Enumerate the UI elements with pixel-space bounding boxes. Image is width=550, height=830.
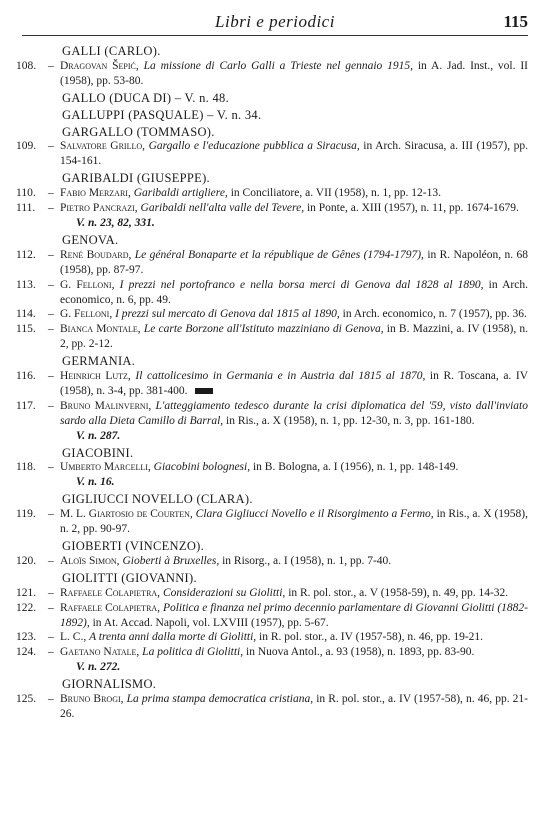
entry-title: Considerazioni su Giolitti, [162, 586, 286, 599]
bibliography-entry [0, 630, 550, 645]
subject-heading: GIOBERTI (VINCENZO). [62, 539, 205, 553]
entry-citation: in Arch. economico, n. 6, pp. 49. [60, 278, 528, 306]
entry-number: 110. [16, 187, 36, 200]
entry-citation: in R. pol. stor., a. V (1958-59), n. 49, pp. 14-32. [288, 586, 509, 599]
entry-dash: – [48, 646, 54, 659]
entry-author: M. L. Giartosio de Courten, [60, 508, 193, 521]
entry-author: Dragovan Šepić, [60, 59, 139, 72]
entry-title: La politica di Giolitti, [142, 646, 244, 659]
bibliography-entry [0, 692, 550, 722]
entry-dash: – [48, 140, 54, 153]
entry-author: Heinrich Lutz, [60, 370, 131, 383]
entry-title: La missione di Carlo Galli a Trieste nel gennaio 1915, [143, 59, 414, 72]
entry-number: 109. [16, 140, 37, 153]
entry-author: Pietro Pancrazi, [60, 202, 138, 215]
entry-number: 112. [16, 248, 36, 261]
subject-heading: GALLUPPI (PASQUALE) – V. n. 34. [62, 107, 262, 122]
entry-title: I prezzi nel portofranco e nella borsa merci di Genova dal 1828 al 1890, [119, 278, 484, 291]
bibliography-entry [0, 586, 550, 601]
entry-number: 121. [16, 586, 37, 599]
entry-number: 113. [16, 278, 36, 291]
entry-author: Salvatore Grillo, [60, 140, 145, 153]
entry-author: Raffaele Colapietra, [60, 586, 161, 599]
cross-reference: V. n. 16. [76, 476, 115, 489]
entry-dash: – [48, 461, 54, 474]
entry-number: 118. [16, 461, 36, 474]
bibliography-entry [0, 186, 550, 201]
subject-heading: GERMANIA. [62, 354, 136, 369]
entry-title: Giacobini bolognesi, [153, 461, 251, 474]
entry-dash: – [48, 601, 54, 614]
subject-heading: GIORNALISMO. [62, 677, 157, 692]
entry-dash: – [48, 202, 54, 215]
bibliography-entry [0, 278, 550, 308]
bibliography-entry [0, 369, 550, 399]
entry-title: L'atteggiamento tedesco durante la crisi diplomatica del '59, visto dall'inviato sardo alla Dieta Camillo di Barral, [60, 399, 528, 427]
entry-citation: in Nuova Antol., a. 93 (1958), n. 1893, pp. 83-90. [246, 646, 475, 659]
entry-citation: in Arch. economico, n. 7 (1957), pp. 36. [342, 308, 527, 321]
bibliography-entry [0, 201, 550, 216]
bibliography-entry [0, 139, 550, 169]
running-header [22, 12, 528, 34]
entry-citation: in Arch. Siracusa, a. III (1957), pp. 154-161. [60, 140, 529, 168]
entry-citation: in At. Accad. Napoli, vol. LXVIII (1957), pp. 5-67. [92, 616, 329, 629]
cross-reference: V. n. 287. [76, 429, 121, 442]
bibliography-entry [0, 645, 550, 660]
entry-dash: – [48, 693, 54, 706]
entry-title: Garibaldi artigliere, [133, 187, 228, 200]
entry-number: 125. [16, 693, 37, 706]
entry-author: L. C., [60, 631, 87, 644]
entry-citation: in B. Bologna, a. I (1956), n. 1, pp. 148-149. [252, 461, 459, 474]
entry-title: Il cattolicesimo in Germania e in Austria dal 1815 al 1870, [135, 370, 426, 383]
running-title: Libri e periodici [215, 12, 335, 31]
entry-citation: in Conciliatore, a. VII (1958), n. 1, pp. 12-13. [230, 187, 441, 200]
entry-author: Fabio Merzari, [60, 187, 131, 200]
entry-dash: – [48, 399, 54, 412]
subject-heading: GIOLITTI (GIOVANNI). [62, 570, 197, 585]
entry-citation: in Ris., a. X (1958), n. 2, pp. 90-97. [60, 508, 529, 536]
ink-mark [195, 388, 213, 394]
bibliography-entry [0, 507, 550, 537]
entry-citation: in B. Mazzini, a. IV (1958), n. 2, pp. 2-12. [60, 323, 529, 351]
subject-heading: GALLO (DUCA DI) – V. n. 48. [62, 90, 230, 105]
entry-dash: – [48, 370, 54, 383]
entry-number: 111. [16, 202, 36, 215]
bibliography-entry [0, 399, 550, 429]
entry-title: Gargallo e l'educazione pubblica a Siracusa, [148, 140, 360, 153]
entry-dash: – [48, 554, 54, 567]
entry-title: Clara Gigliucci Novello e il Risorgimento a Fermo, [195, 508, 434, 521]
bibliography-entry [0, 554, 550, 569]
entry-dash: – [48, 631, 54, 644]
entry-number: 124. [16, 646, 37, 659]
bibliography-entry [0, 322, 550, 352]
entry-number: 120. [16, 554, 37, 567]
subject-heading: GARIBALDI (GIUSEPPE). [62, 171, 210, 186]
entry-citation: in Risorg., a. I (1958), n. 1, pp. 7-40. [222, 554, 392, 567]
entry-author: Aloïs Simon, [60, 554, 120, 567]
entry-dash: – [48, 59, 54, 72]
entry-number: 108. [16, 59, 37, 72]
entry-dash: – [48, 508, 54, 521]
subject-heading: GIGLIUCCI NOVELLO (CLARA). [62, 492, 253, 507]
bibliography-entry [0, 59, 550, 89]
entry-citation: in Ris., a. X (1958), n. 1, pp. 12-30, n. 3, pp. 161-180. [226, 414, 475, 427]
entry-author: G. Felloni, [60, 278, 115, 291]
entry-number: 114. [16, 308, 36, 321]
header-rule [22, 35, 528, 36]
subject-heading: GALLI (CARLO). [62, 44, 161, 58]
entry-citation: in R. Toscana, a. IV (1958), n. 3-4, pp. 381-400. [60, 370, 529, 397]
bibliography-entry [0, 460, 550, 475]
entry-number: 122. [16, 601, 37, 614]
entry-citation: in A. Jad. Inst., vol. II (1958), pp. 53-80. [60, 59, 528, 87]
entry-dash: – [48, 187, 54, 200]
entry-title: I prezzi sul mercato di Genova dal 1815 al 1890, [115, 308, 340, 321]
subject-heading: GIACOBINI. [62, 445, 134, 460]
entry-citation: in R. pol. stor., a. IV (1957-58), n. 46, pp. 21-26. [60, 693, 528, 720]
subject-heading: GARGALLO (TOMMASO). [62, 124, 215, 139]
entry-number: 123. [16, 631, 37, 644]
entry-title: La prima stampa democratica cristiana, [126, 693, 314, 706]
entry-dash: – [48, 308, 54, 321]
entry-citation: in R. pol. stor., a. IV (1957-58), n. 46, pp. 19-21. [259, 631, 484, 644]
bibliography-entry [0, 601, 550, 631]
entry-dash: – [48, 248, 54, 261]
entry-dash: – [48, 278, 54, 291]
entry-author: Bruno Malinverni, [60, 399, 152, 412]
entry-author: Bruno Brogi, [60, 693, 124, 706]
entry-title: Gioberti à Bruxelles, [122, 554, 220, 567]
subject-heading: GENOVA. [62, 232, 119, 247]
entry-title: Garibaldi nell'alta valle del Tevere, [140, 202, 305, 215]
entry-number: 119. [16, 508, 36, 521]
entry-title: Le carte Borzone all'Istituto mazziniano di Genova, [143, 323, 384, 336]
bibliography-entry [0, 307, 550, 322]
entry-author: G. Felloni, [60, 308, 113, 321]
entry-number: 115. [16, 323, 36, 336]
page-number: 115 [503, 12, 528, 31]
entry-title: A trenta anni dalla morte di Giolitti, [89, 631, 257, 644]
entry-dash: – [48, 323, 54, 336]
bibliography-list [0, 42, 550, 722]
entry-author: Bianca Montale, [60, 323, 141, 336]
entry-author: Raffaele Colapietra, [60, 601, 161, 614]
entry-author: René Boudard, [60, 248, 132, 261]
entry-citation: in R. Napoléon, n. 68 (1958), pp. 87-97. [60, 248, 528, 276]
entry-number: 116. [16, 370, 36, 383]
entry-title: Le général Bonaparte et la république de Gênes (1794-1797), [134, 248, 424, 261]
entry-dash: – [48, 586, 54, 599]
cross-reference: V. n. 272. [76, 661, 121, 674]
entry-citation: in Ponte, a. XIII (1957), n. 11, pp. 1674-1679. [306, 202, 519, 215]
entry-number: 117. [16, 399, 36, 412]
bibliography-entry [0, 248, 550, 278]
cross-reference: V. n. 23, 82, 331. [76, 216, 155, 229]
entry-title: Politica e finanza nel primo decennio parlamentare di Giovanni Giolitti (1882-1892), [60, 601, 528, 629]
entry-author: Umberto Marcelli, [60, 461, 151, 474]
entry-author: Gaetano Natale, [60, 646, 140, 659]
